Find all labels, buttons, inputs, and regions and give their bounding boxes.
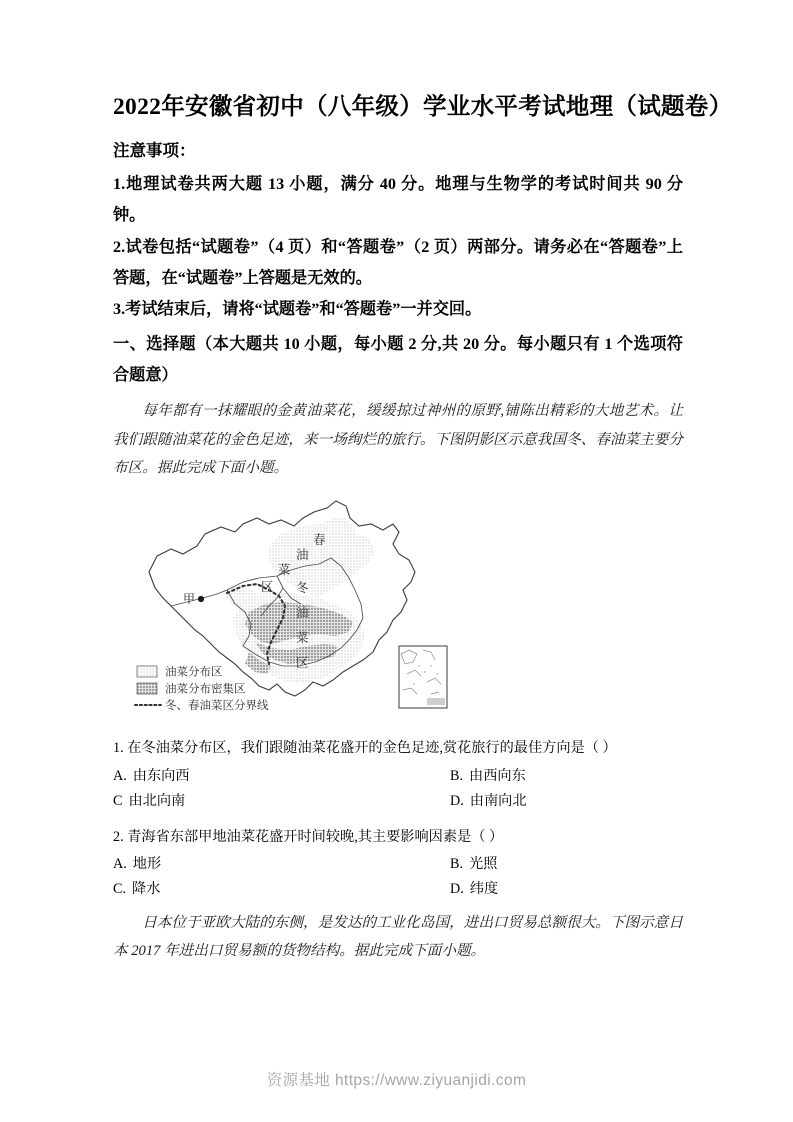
china-map-svg [131, 494, 461, 722]
map-label-winter-3: 菜 [296, 631, 309, 646]
option-row [113, 878, 683, 903]
passage-rapeseed: 每年都有一抹耀眼的金黄油菜花，缓缓掠过神州的原野,铺陈出精彩的大地艺术。让我们跟随油菜花的金色足迹，来一场绚烂的旅行。下图阴影区示意我国冬、春油菜主要分布区。据此完成下面小题。 [113, 403, 683, 476]
page-content [113, 92, 733, 966]
option-row [113, 790, 683, 815]
map-label-jia: 甲 [183, 592, 196, 607]
map-label-spring-3: 菜 [278, 563, 291, 578]
site-watermark: 资源基地 https://www.ziyuanjidi.com [266, 1072, 527, 1089]
question-1-option-a[interactable] [113, 765, 190, 785]
option-row [113, 853, 683, 878]
legend-label-light: 油菜分布区 [165, 666, 223, 679]
section-one-heading: 一、选择题（本大题共 10 小题，每小题 2 分,共 20 分。每小题只有 1 个选项符合题意） [113, 334, 683, 384]
option-text: 地形 [132, 855, 162, 872]
question-2-option-a[interactable] [113, 853, 161, 873]
question-1-option-b[interactable] [450, 765, 526, 785]
notice-item-2: 2.试卷包括“试题卷”（4 页）和“答题卷”（2 页）两部分。请务必在“答题卷”上答题，在“试题卷”上答题是无效的。 [113, 237, 683, 287]
legend-swatch-light [137, 666, 157, 677]
option-row [113, 765, 683, 790]
option-text: 由南向北 [469, 792, 527, 809]
passage-japan: 日本位于亚欧大陆的东侧，是发达的工业化岛国，进出口贸易总额很大。下图示意日本 2017 年进出口贸易额的货物结构。据此完成下面小题。 [113, 914, 683, 960]
option-letter: D. [450, 792, 464, 809]
question-2-option-c[interactable] [113, 878, 160, 898]
option-text: 由西向东 [469, 767, 526, 784]
option-letter: D. [450, 880, 464, 897]
option-text: 由东向西 [132, 767, 190, 784]
question-2-option-d[interactable] [450, 878, 498, 898]
question-1-options [113, 765, 683, 815]
map-label-winter-4: 区 [296, 656, 309, 671]
notice-heading: 注意事项： [113, 140, 196, 160]
notice-item-3: 3.考试结束后，请将“试题卷”和“答题卷”一并交回。 [113, 299, 482, 318]
option-letter: A. [113, 767, 127, 784]
map-container [131, 494, 461, 722]
question-2-option-b[interactable] [450, 853, 497, 873]
figure-rapeseed-map [113, 494, 683, 726]
option-letter: C. [113, 880, 127, 897]
question-2-options [113, 853, 683, 903]
map-label-winter-2: 油 [296, 606, 309, 621]
question-1 [113, 736, 683, 814]
map-label-spring-1: 春 [313, 533, 326, 548]
option-letter: C [113, 792, 123, 809]
option-letter: A. [113, 855, 127, 872]
map-label-spring-2: 油 [296, 548, 309, 563]
legend-label-divider: 冬、春油菜区分界线 [165, 700, 269, 713]
map-label-spring-4: 区 [261, 580, 274, 595]
legend-swatch-dark [137, 683, 157, 694]
south-china-sea-inset [399, 646, 447, 708]
question-2-stem: 2. 青海省东部甲地油菜花盛开时间较晚,其主要影响因素是（ ） [113, 828, 504, 845]
legend-label-dark: 油菜分布密集区 [165, 683, 246, 696]
notice-item-1: 1.地理试卷共两大题 13 小题，满分 40 分。地理与生物学的考试时间共 90 分钟。 [113, 175, 683, 225]
question-1-option-c[interactable] [113, 790, 185, 810]
option-letter: B. [450, 767, 464, 784]
map-legend [135, 665, 269, 713]
option-text: 由北向南 [128, 792, 186, 809]
question-2 [113, 825, 683, 903]
page-title: 2022年安徽省初中（八年级）学业水平考试地理（试题卷） [113, 94, 733, 120]
question-1-option-d[interactable] [450, 790, 527, 810]
question-1-stem: 1. 在冬油菜分布区，我们跟随油菜花盛开的金色足迹,赏花旅行的最佳方向是（ ） [113, 740, 617, 757]
option-text: 纬度 [469, 880, 499, 897]
option-text: 光照 [469, 855, 498, 872]
option-letter: B. [450, 855, 464, 872]
map-label-winter-1: 冬 [296, 581, 309, 596]
point-marker-jia [198, 596, 204, 602]
option-text: 降水 [132, 880, 161, 897]
